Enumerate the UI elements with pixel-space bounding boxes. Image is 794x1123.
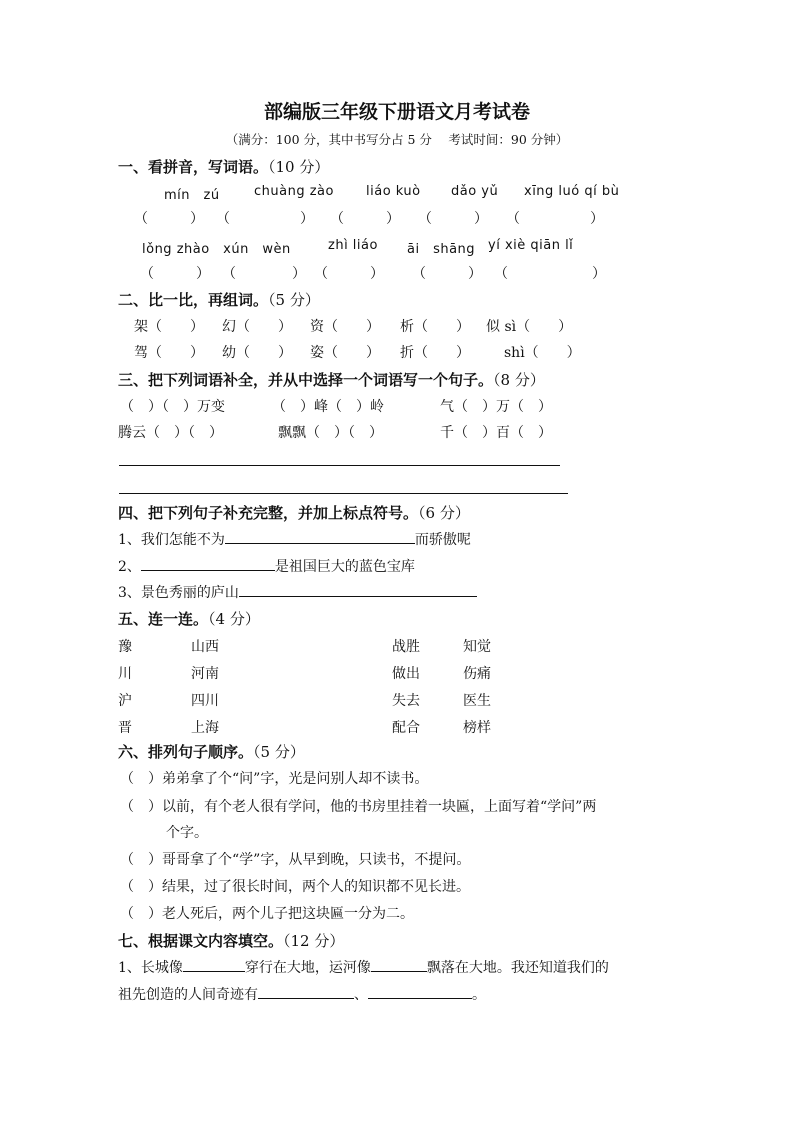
- page-subtitle: （满分：100 分，其中书写分占 5 分 考试时间：90 分钟）: [225, 132, 569, 147]
- section-heading-text: 五、连一连。: [118, 610, 209, 628]
- pinyin-7: zhì liáo: [328, 238, 378, 253]
- compare-item[interactable]: 折（ ）: [400, 345, 470, 361]
- match-item-b[interactable]: 河南: [191, 666, 219, 682]
- match-item-b[interactable]: 上海: [191, 720, 219, 736]
- fill-blank[interactable]: [258, 984, 354, 999]
- order-item-continued: 个字。: [166, 825, 208, 841]
- compare-item[interactable]: 姿（ ）: [310, 345, 380, 361]
- fill-text: 飘落在大地。我还知道我们的: [426, 960, 609, 976]
- match-item-b[interactable]: 山西: [191, 639, 219, 655]
- match-item-a[interactable]: 晋: [118, 720, 132, 736]
- sentence-item: [118, 529, 471, 549]
- section-points: （6 分）: [418, 504, 470, 522]
- sentence-post: 是祖国巨大的蓝色宝库: [274, 559, 415, 575]
- sentence-post: 而骄傲呢: [414, 532, 471, 548]
- match-item-c[interactable]: 做出: [392, 666, 420, 682]
- sentence-pre: 2、: [118, 559, 141, 575]
- answer-box-6[interactable]: （ ）: [140, 266, 210, 282]
- answer-box-8[interactable]: （ ）: [314, 266, 384, 282]
- match-item-d[interactable]: 伤痛: [463, 666, 491, 682]
- section-points: （8 分）: [493, 371, 545, 389]
- pinyin-8: āi shāng: [407, 242, 476, 257]
- section-1-heading: [118, 156, 329, 177]
- compare-item[interactable]: shì（ ）: [504, 345, 581, 361]
- writing-line[interactable]: [119, 465, 560, 466]
- pinyin-9: yí xiè qiān lǐ: [488, 238, 574, 253]
- pinyin-5: xīng luó qí bù: [524, 184, 620, 199]
- order-item[interactable]: （ ）结果，过了很长时间，两个人的知识都不见长进。: [120, 879, 470, 895]
- idiom-item[interactable]: 千（ ）百（ ）: [440, 425, 552, 441]
- fill-blank[interactable]: [183, 957, 245, 972]
- match-item-c[interactable]: 战胜: [392, 639, 420, 655]
- fill-text: 祖先创造的人间奇迹有: [118, 987, 258, 1003]
- match-item-c[interactable]: 配合: [392, 720, 420, 736]
- answer-box-2[interactable]: （ ）: [216, 211, 314, 227]
- match-item-a[interactable]: 川: [118, 666, 132, 682]
- compare-item[interactable]: 架（ ）: [134, 319, 204, 335]
- section-heading-text: 一、看拼音，写词语。: [118, 158, 269, 176]
- writing-line[interactable]: [119, 493, 568, 494]
- match-item-a[interactable]: 豫: [118, 639, 132, 655]
- match-item-c[interactable]: 失去: [392, 693, 420, 709]
- pinyin-1: mín zú: [164, 188, 220, 203]
- fill-text: 1、长城像: [118, 960, 183, 976]
- section-6-heading: [118, 741, 305, 762]
- pinyin-6: lǒng zhào xún wèn: [142, 242, 291, 257]
- compare-item[interactable]: 驾（ ）: [134, 345, 204, 361]
- section-5-heading: [118, 608, 260, 629]
- section-heading-text: 七、根据课文内容填空。: [118, 932, 284, 950]
- match-item-d[interactable]: 医生: [463, 693, 491, 709]
- page-title: 部编版三年级下册语文月考试卷: [263, 101, 530, 123]
- match-item-d[interactable]: 知觉: [463, 639, 491, 655]
- fill-line-2: [118, 984, 486, 1004]
- sentence-pre: 1、我们怎能不为: [118, 532, 225, 548]
- answer-box-5[interactable]: （ ）: [506, 211, 604, 227]
- match-item-a[interactable]: 沪: [118, 693, 132, 709]
- fill-blank[interactable]: [371, 957, 427, 972]
- idiom-item[interactable]: 飘飘（ ）（ ）: [278, 425, 383, 441]
- section-heading-text: 四、把下列句子补充完整，并加上标点符号。: [118, 504, 419, 522]
- idiom-item[interactable]: 腾云（ ）（ ）: [118, 425, 223, 441]
- section-4-heading: [118, 502, 470, 523]
- pinyin-2: chuàng zào: [254, 184, 334, 199]
- section-2-heading: [118, 289, 320, 310]
- section-points: （4 分）: [208, 610, 260, 628]
- match-item-d[interactable]: 榜样: [463, 720, 491, 736]
- idiom-item[interactable]: （ ）（ ）万变: [120, 399, 225, 415]
- section-points: （10 分）: [268, 158, 330, 176]
- compare-item[interactable]: 幼（ ）: [222, 345, 292, 361]
- pinyin-3: liáo kuò: [366, 184, 421, 199]
- fill-line-1: [118, 957, 609, 977]
- section-heading-text: 六、排列句子顺序。: [118, 743, 254, 761]
- answer-box-1[interactable]: （ ）: [134, 211, 204, 227]
- fill-text: 穿行在大地，运河像: [244, 960, 371, 976]
- sentence-item: [118, 582, 477, 602]
- pinyin-4: dǎo yǔ: [451, 184, 499, 199]
- section-heading-text: 二、比一比，再组词。: [118, 291, 269, 309]
- section-points: （5 分）: [253, 743, 305, 761]
- compare-item[interactable]: 析（ ）: [400, 319, 470, 335]
- order-item[interactable]: （ ）老人死后，两个儿子把这块匾一分为二。: [120, 906, 414, 922]
- answer-box-9[interactable]: （ ）: [412, 266, 482, 282]
- answer-box-4[interactable]: （ ）: [418, 211, 488, 227]
- section-points: （5 分）: [268, 291, 320, 309]
- fill-text: 、: [354, 987, 368, 1003]
- section-7-heading: [118, 930, 344, 951]
- section-heading-text: 三、把下列词语补全，并从中选择一个词语写一个句子。: [118, 371, 494, 389]
- compare-item[interactable]: 似 sì（ ）: [486, 319, 573, 335]
- section-points: （12 分）: [283, 932, 345, 950]
- compare-item[interactable]: 资（ ）: [310, 319, 380, 335]
- order-item[interactable]: （ ）弟弟拿了个“问”字，光是问别人却不读书。: [120, 771, 429, 787]
- fill-blank[interactable]: [225, 529, 415, 544]
- fill-blank[interactable]: [239, 582, 477, 597]
- match-item-b[interactable]: 四川: [191, 693, 219, 709]
- fill-blank[interactable]: [368, 984, 472, 999]
- sentence-item: [118, 556, 415, 576]
- compare-item[interactable]: 幻（ ）: [222, 319, 292, 335]
- order-item[interactable]: （ ）哥哥拿了个“学”字，从早到晚，只读书，不提问。: [120, 852, 471, 868]
- order-item[interactable]: （ ）以前，有个老人很有学问，他的书房里挂着一块匾，上面写着“学问”两: [120, 799, 597, 815]
- sentence-pre: 3、景色秀丽的庐山: [118, 585, 239, 601]
- answer-box-3[interactable]: （ ）: [330, 211, 400, 227]
- idiom-item[interactable]: （ ）峰（ ）岭: [272, 399, 384, 415]
- fill-text: 。: [472, 987, 486, 1003]
- fill-blank[interactable]: [141, 556, 275, 571]
- answer-box-10[interactable]: （ ）: [494, 266, 606, 282]
- section-3-heading: [118, 369, 545, 390]
- idiom-item[interactable]: 气（ ）万（ ）: [440, 399, 552, 415]
- answer-box-7[interactable]: （ ）: [222, 266, 306, 282]
